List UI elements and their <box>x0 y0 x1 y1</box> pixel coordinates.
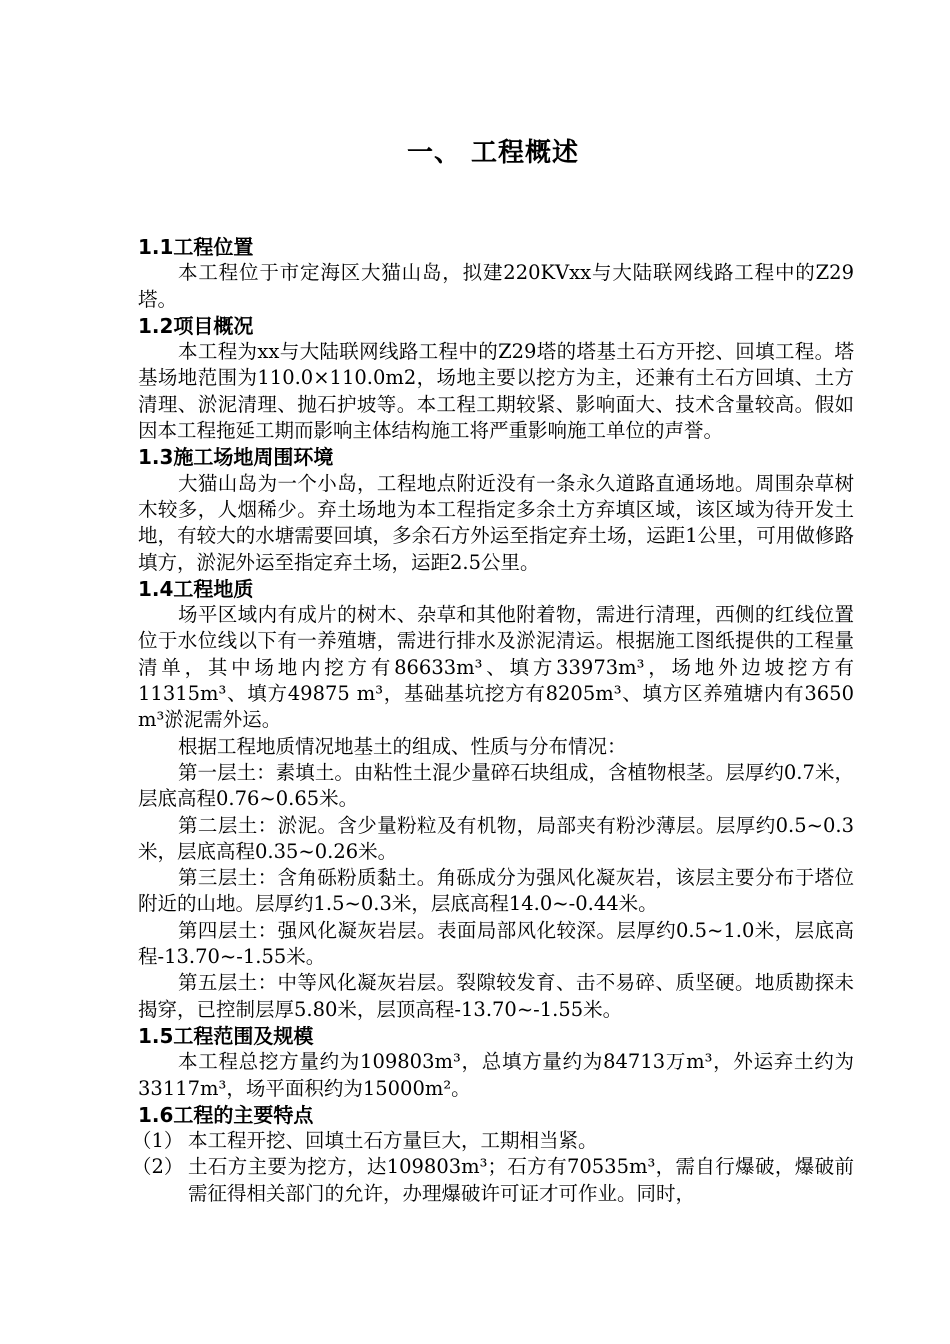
paragraph: 本工程为xx与大陆联网线路工程中的Z29塔的塔基土石方开挖、回填工程。塔基场地范围为110.0×110.0m2，场地主要以挖方为主，还兼有土石方回填、土方清理、淤泥清理、抛石护坡等。本工程工期较紧、影响面大、技术含量较高。假如因本工程拖延工期而影响主体结构施工将严重影响施工单位的声誉。 <box>138 340 854 443</box>
list-item-text: 土石方主要为挖方，达109803m³；石方有70535m³，需自行爆破，爆破前需征得相关部门的允许，办理爆破许可证才可作业。同时， <box>188 1155 854 1205</box>
section-heading: 1.2项目概况 <box>138 313 254 338</box>
list-item <box>132 1154 854 1207</box>
document-body <box>132 234 854 1207</box>
section-heading: 1.4工程地质 <box>138 576 254 601</box>
paragraph: 第四层土：强风化凝灰岩层。表面局部风化较深。层厚约0.5~1.0米，层底高程-13.70~-1.55米。 <box>138 918 854 969</box>
section-heading: 1.6工程的主要特点 <box>138 1102 314 1127</box>
list-item-text: 本工程开挖、回填土石方量巨大，工期相当紧。 <box>188 1129 598 1153</box>
paragraph: 第一层土：素填土。由粘性土混少量碎石块组成，含植物根茎。层厚约0.7米，层底高程0.76~0.65米。 <box>138 760 854 811</box>
paragraph: 第二层土：淤泥。含少量粉粒及有机物，局部夹有粉沙薄层。层厚约0.5~0.3米，层底高程0.35~0.26米。 <box>138 813 854 863</box>
list-item-number: （1） <box>132 1129 184 1153</box>
paragraph: 本工程位于市定海区大猫山岛，拟建220KVxx与大陆联网线路工程中的Z29塔。 <box>138 261 854 311</box>
paragraph: 场平区域内有成片的树木、杂草和其他附着物，需进行清理，西侧的红线位置位于水位线以下有一养殖塘，需进行排水及淤泥清运。根据施工图纸提供的工程量清单，其中场地内挖方有86633m³、填方33973m³，场地外边坡挖方有11315m³、填方49875 m³，基础基坑挖方有8205m³、填方区养殖塘内有3650 m³淤泥需外运。 <box>138 603 854 732</box>
paragraph: 第三层土：含角砾粉质黏土。角砾成分为强风化凝灰岩，该层主要分布于塔位附近的山地。层厚约1.5~0.3米，层底高程14.0~-0.44米。 <box>138 866 854 916</box>
feature-list <box>132 1128 854 1207</box>
section-heading: 1.5工程范围及规模 <box>138 1023 314 1048</box>
paragraph: 大猫山岛为一个小岛，工程地点附近没有一条永久道路直通场地。周围杂草树木较多，人烟稀少。弃土场地为本工程指定多余土方弃填区域，该区域为待开发土地，有较大的水塘需要回填，多余石方外运至指定弃土场，运距1公里，可用做修路填方，淤泥外运至指定弃土场，运距2.5公里。 <box>138 471 854 574</box>
paragraph: 第五层土：中等风化凝灰岩层。裂隙较发育、击不易碎、质坚硬。地质勘探未揭穿，已控制层厚5.80米，层顶高程-13.70~-1.55米。 <box>138 971 854 1021</box>
section-heading: 1.1工程位置 <box>138 235 254 259</box>
paragraph: 根据工程地质情况地基土的组成、性质与分布情况： <box>178 734 627 758</box>
list-item-number: （2） <box>132 1155 184 1179</box>
paragraph: 本工程总挖方量约为109803m³，总填方量约为84713万m³，外运弃土约为33117m³，场平面积约为15000m²。 <box>138 1050 854 1100</box>
section-heading: 1.3施工场地周围环境 <box>138 445 334 470</box>
page-title: 一、 工程概述 <box>406 138 580 168</box>
list-item <box>132 1128 854 1154</box>
